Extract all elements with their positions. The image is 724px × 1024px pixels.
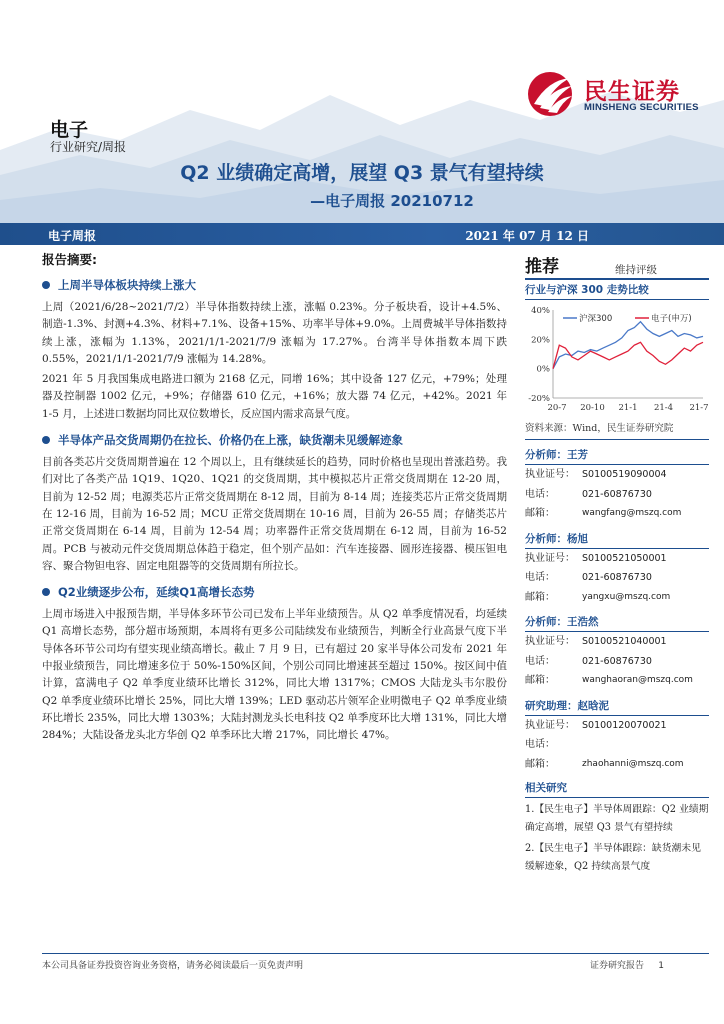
- trend-chart-svg: [525, 300, 709, 418]
- legend-label: 电子(申万): [651, 314, 692, 324]
- related-item[interactable]: 1.【民生电子】半导体周跟踪：Q2 业绩期确定高增，展望 Q3 景气有望持续: [525, 804, 709, 833]
- body-paragraph: 目前各类芯片交货周期普遍在 12 个周以上，且有继续延长的趋势，同时价格也呈现出普涨趋势。我们对比了各类产品 1Q19、1Q20、1Q21 的交货周期，其中模拟芯片正常交货周期在 12-20 周，目前为 12-52 周；电源类芯片正常交货周期在 8-12 周，目前为 8-14 周；连接类芯片正常交货周期在 12-16 周，目前为 16-52 周；MCU 正常交货周期在 10-16 周，目前为 26-55 周；存储类芯片正常交货周期在 6-14 周，目前为 12-54 周；功率器件正常交货周期在 6-12 周，目前为 16-52 周。PCB 与被动元件交货周期总体趋于稳定，但个别产品如：汽车连接器、圆形连接器、模压钽电容、聚合物钽电容、固定电阻器等的交货周期有所拉长。: [42, 456, 507, 572]
- analyst-phone-row: [525, 568, 709, 588]
- x-tick-label: 21-4: [653, 403, 674, 413]
- analyst-heading: 分析师：王浩然: [525, 612, 709, 632]
- analyst-license-row: [525, 549, 709, 569]
- analyst-email-row: [525, 671, 709, 691]
- body-paragraph: 2021 年 5 月我国集成电路进口额为 2168 亿元，同增 16%；其中设备 127 亿元，+79%；处理器及控制器 1002 亿元，+9%；存储器 610 亿元，+16%；放大器 74 亿元，+42%。2021 年 1-5 月，上述进口数据均同比双位数增长，反应国内需求高景气度。: [42, 373, 507, 420]
- report-date: 2021 年 07 月 12 日: [465, 229, 589, 243]
- analyst-phone-label: 电话：: [525, 739, 555, 750]
- analyst-heading: 研究助理：赵晗泥: [525, 696, 709, 716]
- section-heading: [42, 584, 507, 600]
- analyst-heading: 分析师：杨旭: [525, 529, 709, 549]
- footer-disclaimer: 本公司具备证券投资咨询业务资格，请务必阅读最后一页免责声明: [42, 961, 304, 971]
- analyst-phone-label: 电话：: [525, 572, 555, 583]
- analyst-license: S0100521050001: [582, 552, 667, 564]
- rating-word: 推荐: [525, 257, 559, 277]
- page-number: 1: [658, 961, 664, 971]
- body-paragraph: 上周（2021/6/28~2021/7/2）半导体指数持续上涨，涨幅 0.23%。分子板块看，设计+4.5%、制造-1.3%、封测+4.3%、材料+7.1%、设备+15%、功率半导体+9.0%。上周费城半导体指数持续上涨，涨幅为 1.13%，2021/1/1-2021/7/9 涨幅为 17.27%。台湾半导体指数本周下跌 0.55%，2021/1/1-2021/7/9 涨幅为 14.28%。: [42, 301, 507, 365]
- section-heading-text: Q2业绩逐步公布，延续Q1高增长态势: [58, 585, 255, 600]
- logo-text-en: MINSHENG SECURITIES: [584, 102, 699, 113]
- analyst-email[interactable]: wangfang@mszq.com: [582, 508, 682, 518]
- section-heading: [42, 432, 507, 448]
- analyst-email[interactable]: zhaohanni@mszq.com: [582, 758, 684, 769]
- analyst-phone: 021-60876730: [582, 572, 652, 583]
- minsheng-logo-icon: [524, 70, 579, 118]
- footer-label: [590, 958, 664, 971]
- analyst-license-row: [525, 716, 709, 736]
- analyst-license-row: [525, 465, 709, 485]
- analyst-email[interactable]: yangxu@mszq.com: [582, 591, 671, 602]
- rating-note: 维持评级: [615, 264, 657, 276]
- logo-text-cn: 民生证券: [584, 79, 680, 105]
- series-line: [553, 342, 703, 368]
- analyst-license: S0100521040001: [582, 636, 667, 647]
- analyst-phone-row: [525, 485, 709, 505]
- footer-divider: [42, 953, 709, 954]
- analyst-license-label: 执业证号：: [525, 719, 575, 731]
- analyst-phone-label: 电话：: [525, 655, 555, 667]
- band-series-name: 电子周报: [48, 229, 97, 243]
- x-tick-label: 20-10: [580, 403, 605, 413]
- report-type: 行业研究/周报: [50, 140, 127, 154]
- abstract-title: 报告摘要:: [42, 252, 97, 267]
- body-paragraph: 上周市场进入中报预告期，半导体多环节公司已发布上半年业绩预告。从 Q2 单季度情况看，均延续 Q1 高增长态势，部分超市场预期，本周将有更多公司陆续发布业绩预告，判断全行业高景气度下半导体各环节公司均有望实现业绩高增长。截止 7 月 9 日，已有超过 20 家半导体公司发布 2021 年中报业绩预告，同比增速多位于 50%-150%区间，个别公司同比增速甚至超过 150%。按区间中值计算，富满电子 Q2 单季度业绩环比增长 312%，同比大增 1317%；CMOS 大陆龙头韦尔股份 Q2 单季度业绩环比增长 25%，同比大增 139%；LED 驱动芯片领军企业明微电子 Q2 单季度业绩环比增长 235%，同比大增 1303%；大陆封测龙头长电科技 Q2 单季度环比大增 131%，同比大增 284%；大陆设备龙头北方华创 Q2 单季环比大增 217%，同比增长 47%。: [42, 608, 507, 742]
- analyst-email-row: [525, 588, 709, 608]
- y-tick-label: -20%: [528, 394, 550, 404]
- analyst-phone-row: [525, 652, 709, 672]
- abstract-column: [42, 250, 507, 748]
- analyst-license: S0100519090004: [582, 469, 667, 480]
- bullet-icon: [42, 281, 50, 289]
- analyst-email-row: [525, 504, 709, 524]
- footer-label-text: 证券研究报告: [589, 961, 644, 971]
- rating-row: [525, 250, 709, 280]
- report-subtitle: —电子周报 20210712: [310, 192, 474, 210]
- analyst-email[interactable]: wanghaoran@mszq.com: [582, 675, 693, 685]
- analyst-license: S0100120070021: [582, 719, 667, 731]
- brand-logo: [524, 70, 699, 118]
- analyst-phone: 021-60876730: [582, 488, 652, 500]
- x-tick-label: 20-7: [547, 403, 567, 413]
- related-title: 相关研究: [525, 778, 709, 798]
- analyst-license-label: 执业证号：: [525, 636, 575, 647]
- y-tick-label: 40%: [531, 306, 550, 316]
- analyst-list: [525, 445, 709, 774]
- chart-box-title: 行业与沪深 300 走势比较: [525, 280, 709, 300]
- x-tick-label: 21-7: [689, 403, 709, 413]
- section-heading-text: 上周半导体板块持续上涨大: [58, 278, 196, 292]
- title-band: [0, 223, 724, 245]
- y-tick-label: 0%: [536, 364, 550, 375]
- analyst-email-label: 邮箱：: [525, 675, 555, 686]
- section-heading-text: 半导体产品交货周期仍在拉长、价格仍在上涨，缺货潮未见缓解迹象: [58, 433, 403, 448]
- analyst-phone-label: 电话：: [525, 488, 555, 500]
- analyst-phone: 021-60876730: [582, 655, 652, 667]
- y-tick-label: 20%: [531, 335, 550, 346]
- bullet-icon: [42, 588, 50, 596]
- analyst-phone-row: [525, 735, 709, 755]
- analyst-email-label: 邮箱：: [525, 508, 555, 519]
- legend-label: 沪深300: [579, 314, 613, 324]
- analyst-email-row: [525, 755, 709, 775]
- series-line: [553, 322, 703, 369]
- analyst-email-label: 邮箱：: [525, 591, 555, 603]
- analyst-email-label: 邮箱：: [525, 758, 555, 770]
- x-tick-label: 21-1: [618, 403, 638, 413]
- analyst-license-row: [525, 632, 709, 652]
- chart-source: 资料来源：Wind，民生证券研究院: [525, 418, 709, 440]
- section-heading: [42, 277, 507, 293]
- trend-chart: [525, 300, 709, 418]
- sidebar-column: [525, 250, 709, 876]
- analyst-license-label: 执业证号：: [525, 552, 575, 564]
- analyst-license-label: 执业证号：: [525, 469, 575, 480]
- analyst-heading: 分析师：王芳: [525, 445, 709, 465]
- related-item[interactable]: 2.【民生电子】半导体跟踪：缺货潮未见缓解迹象，Q2 持续高景气度: [525, 843, 701, 872]
- report-title: Q2 业绩确定高增，展望 Q3 景气有望持续: [180, 162, 544, 184]
- industry-label: 电子: [50, 119, 89, 141]
- bullet-icon: [42, 436, 50, 444]
